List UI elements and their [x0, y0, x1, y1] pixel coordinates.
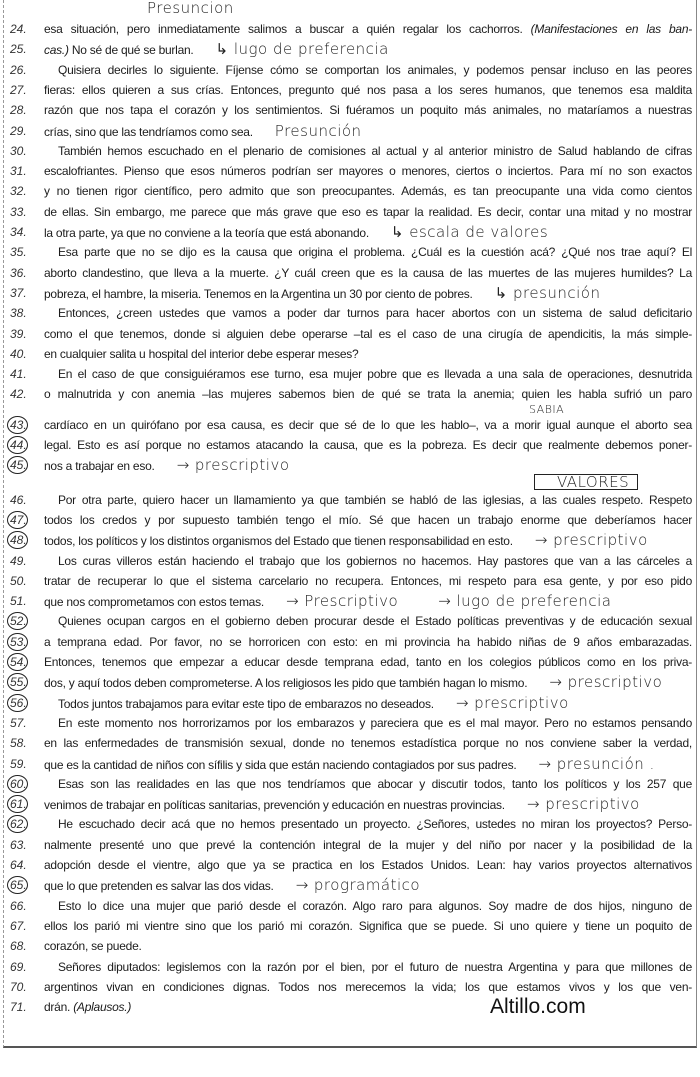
- line-text: [44, 653, 692, 671]
- line-text: [44, 61, 692, 79]
- line-body: Esa parte que no se dijo es la causa que origina el problema. ¿Cuál es la cuestión acá? ¿Qué nos trae aquí? El: [58, 245, 692, 260]
- line-text: [44, 20, 692, 38]
- line-text: [44, 815, 692, 833]
- line-text: [44, 714, 692, 732]
- line-body: razón que nos tapa el corazón y los sentimientos. Si fuéramos un poquito más animales, no mataríamos a nuestras: [44, 103, 692, 118]
- line-body: Señores diputados: legislemos con la razón por el bien, por el futuro de nuestra Argentina y para que millones de: [58, 959, 692, 974]
- line-number: 65.: [10, 876, 40, 894]
- line-text: [44, 365, 692, 383]
- line-text: [44, 836, 692, 854]
- line-body: argentinos vivan en condiciones dignas. Todos nos merecemos la vida; los que estamos vivos y los que ven-: [44, 979, 692, 994]
- line-text: [44, 402, 692, 434]
- line-number: 27.: [10, 82, 27, 97]
- line-text: [44, 612, 692, 630]
- line-text: [44, 345, 692, 363]
- line-text: [44, 472, 692, 509]
- text-line: [10, 511, 694, 529]
- line-body: a temprana edad. Por favor, no se horroricen con esto: en mi provincia ha habido niñas de 9 años embarazadas.: [44, 634, 692, 649]
- line-number: 32.: [10, 184, 27, 199]
- line-number: 30.: [10, 143, 27, 158]
- text-line: [10, 20, 694, 38]
- line-text: [44, 436, 692, 454]
- line-number: 41.: [10, 367, 27, 382]
- line-text: [44, 917, 692, 935]
- line-body: crías, sino que las tendríamos como sea.: [44, 124, 253, 139]
- text-line: [10, 673, 694, 691]
- line-body: ellos los parió mi vientre sino que los parió mi corazón. Significa que se puede. Si uno quiere y tiene un poquito de: [44, 918, 692, 933]
- line-body: nalmente presenté uno que prevé la contención integral de la mujer y del niño por nacer y la posibilidad de la: [44, 837, 692, 852]
- line-body: tratar de recuperar lo que el sistema carcelario no recupera. Entonces, mi respeto para esa gente, y por eso pido: [44, 573, 692, 588]
- line-body: fieras: ellos quieren a sus crías. Entonces, pregunto qué nos pasa a los seres humanos, que tenemos esa maldita: [44, 82, 692, 97]
- line-number: 60.: [10, 775, 40, 793]
- text-line: [10, 876, 694, 894]
- text-line: [10, 815, 694, 833]
- handwritten-annotation: → prescriptivo: [534, 531, 648, 550]
- line-body: que nos comprometamos con estos temas.: [44, 595, 264, 610]
- handwritten-annotation: → prescriptivo: [526, 795, 640, 814]
- line-number: 29.: [10, 123, 27, 138]
- document-page: [3, 0, 697, 1048]
- line-text: [44, 81, 692, 99]
- line-number: 70.: [10, 979, 27, 994]
- line-body: Los curas villeros están haciendo el trabajo que los gobiernos no hacemos. Hay pastores que van a las cárceles a: [58, 553, 692, 568]
- line-text: [44, 978, 692, 996]
- line-body: todos, los políticos y los distintos organismos del Estado que tienen responsabilidad en esto.: [44, 534, 513, 549]
- line-text: [44, 734, 692, 752]
- text-line: [10, 795, 694, 813]
- text-line: [10, 304, 694, 322]
- handwritten-annotation: → prescriptivo: [176, 456, 290, 475]
- line-text: [44, 203, 692, 221]
- line-body: Entonces, ¿creen ustedes que vamos a poder dar turnos para hacer abortos con un sistema de salud deficitario: [58, 306, 692, 321]
- line-number: 33.: [10, 204, 27, 219]
- text-line: [10, 633, 694, 651]
- handwritten-annotation: ↳ escala de valores: [390, 223, 549, 241]
- line-text: [44, 856, 692, 874]
- line-body: Todos juntos trabajamos para evitar este tipo de embarazos no deseados.: [58, 696, 434, 711]
- text-line: [10, 775, 694, 793]
- text-line: [10, 101, 694, 119]
- handwritten-annotation: → prescriptivo: [549, 673, 663, 692]
- text-line: [10, 472, 694, 509]
- line-body: También hemos escuchado en el plenario de comisiones al actual y al anterior ministro de Salud hablando de cifras: [58, 143, 692, 158]
- line-body: drán.: [44, 1000, 74, 1015]
- handwritten-annotation: SABIA: [529, 402, 565, 416]
- text-line: [10, 345, 694, 363]
- line-text: [44, 385, 692, 403]
- italic-stage-direction: (Aplausos.): [73, 1000, 132, 1015]
- line-number: 63.: [10, 837, 27, 852]
- line-text: [44, 223, 692, 242]
- line-text: [44, 511, 692, 529]
- handwritten-annotation: → presunción .: [538, 754, 655, 773]
- line-text: [44, 998, 692, 1016]
- line-number: 55.: [10, 673, 40, 691]
- text-line: [10, 456, 694, 474]
- line-number: 43.: [10, 416, 40, 434]
- line-body: y no tienen rigor científico, pero admito que son preocupantes. Además, es tan preocupante una vida como cientos: [44, 184, 692, 199]
- line-text: [44, 673, 692, 692]
- line-number: 46.: [10, 492, 27, 507]
- text-line: [10, 243, 694, 261]
- line-text: [44, 101, 692, 119]
- line-number: 71.: [10, 1000, 27, 1015]
- line-text: [44, 162, 692, 180]
- line-number: 48.: [10, 531, 40, 549]
- line-text: [44, 182, 692, 200]
- line-text: [44, 633, 692, 651]
- text-line: [10, 572, 694, 590]
- handwritten-annotation: Presunción: [274, 121, 362, 140]
- line-body: cardíaco en un quirófano por esa causa, es decir que sé de lo que les hablo–, va a morir igual aunque el aborto sea: [44, 417, 692, 432]
- italic-stage-direction: (Manifestaciones en las ban-: [530, 22, 693, 36]
- line-text: [44, 937, 692, 955]
- line-number: 38.: [10, 306, 27, 321]
- line-number: 36.: [10, 265, 27, 280]
- line-body: venimos de trabajar en políticas sanitarias, prevención y educación en nuestras provincias.: [44, 798, 505, 813]
- line-body: dos, y aquí todos deben comprometerse. A los religiosos les pido que también hagan lo mismo.: [44, 676, 528, 691]
- text-line: [10, 223, 694, 241]
- line-number: 59.: [10, 756, 27, 771]
- line-number: 62.: [10, 815, 40, 833]
- text-line: [10, 917, 694, 935]
- line-number: 24.: [10, 22, 27, 36]
- line-body: como el que tenemos, donde si alguien debe operarse –tal es el caso de una cirugía de apendicitis, la más simple-: [44, 326, 692, 341]
- line-number: 34.: [10, 225, 27, 239]
- line-number: 52.: [10, 612, 40, 630]
- line-body: Esto lo dice una mujer que parió desde el corazón. Algo raro para algunos. Soy madre de dos hijos, ninguno de: [58, 898, 692, 913]
- line-number: 57.: [10, 715, 27, 730]
- text-line: [10, 40, 694, 58]
- line-text: [44, 775, 692, 793]
- line-number: 42.: [10, 387, 27, 402]
- text-line: [10, 755, 694, 773]
- line-number: 66.: [10, 898, 27, 913]
- text-line: [10, 978, 694, 996]
- line-body: adopción desde el vientre, algo que ya se practica en los Estados Unidos. Lean: hay varios proyectos alternativos: [44, 858, 692, 872]
- line-number: 54.: [10, 653, 40, 671]
- line-text: [44, 876, 692, 895]
- line-text: [44, 243, 692, 261]
- line-body: Quisiera decirles lo siguiente. Fíjense cómo se comportan los animales, y podemos pensar incluso en las peores: [58, 62, 692, 77]
- text-line: [10, 61, 694, 79]
- line-text: [44, 694, 692, 713]
- line-body: En el caso de que consiguiéramos ese turno, esa mujer pobre que es llevada a una sala de operaciones, desnutrida: [58, 367, 692, 382]
- handwritten-annotation: → Prescriptivo: [285, 592, 399, 611]
- line-number: 37.: [10, 285, 27, 300]
- line-body: que es la cantidad de niños con sífilis y sida que están naciendo contagiados por sus padres.: [44, 757, 517, 772]
- line-number: 67.: [10, 918, 27, 933]
- text-line: [10, 402, 694, 434]
- line-text: [44, 755, 692, 774]
- text-line: [10, 325, 694, 343]
- line-text: [44, 958, 692, 976]
- line-number: 47.: [10, 511, 40, 529]
- line-body: pobreza, el hambre, la miseria. Tenemos en la Argentina un 30 por ciento de pobres.: [44, 286, 473, 301]
- text-line: [10, 612, 694, 630]
- line-body: o malnutrida y con anemia –las mujeres sabemos bien de qué se trata la anemia; quien les habla sufrió un paro: [44, 387, 692, 402]
- line-text: [44, 304, 692, 322]
- line-number: 28.: [10, 103, 27, 118]
- line-number: 25.: [10, 42, 27, 57]
- line-body: que lo que pretenden es salvar las dos vidas.: [44, 879, 274, 894]
- text-line: [10, 998, 694, 1016]
- line-body: esa situación, pero inmediatamente salimos a buscar a quién regalar los cachorros.: [44, 22, 523, 36]
- text-line: [10, 203, 694, 221]
- text-line: [10, 182, 694, 200]
- line-text: [44, 122, 692, 141]
- line-body: Esas son las realidades en las que nos tendríamos que abocar y discutir todos, tanto los políticos y los 257 que: [58, 776, 692, 791]
- text-line: [10, 552, 694, 570]
- line-body: En este momento nos horrorizamos por los embarazos y pareciera que es el mal mayor. Pero no estamos pensando: [58, 715, 692, 730]
- text-line: [10, 385, 694, 403]
- line-body: en las enfermedades de transmisión sexual, donde no tenemos estadística porque no nos conviene saber la verdad,: [44, 736, 692, 751]
- line-number: 53.: [10, 633, 40, 651]
- line-text: [44, 40, 692, 59]
- line-body: No sé de qué se burlan.: [68, 43, 194, 58]
- line-number: 61.: [10, 795, 40, 813]
- text-line: [10, 531, 694, 549]
- text-line: [10, 958, 694, 976]
- line-number: 69.: [10, 959, 27, 974]
- line-body: nos a trabajar en eso.: [44, 459, 155, 474]
- line-body: todos los credos y por supuesto también tengo el mío. Sé que hacen un trabajo enorme que deberíamos hacer: [44, 512, 692, 527]
- line-body: en cualquier salita u hospital del interior debe esperar meses?: [44, 346, 359, 361]
- handwritten-annotation: VALORES: [534, 474, 638, 490]
- text-line: [10, 142, 694, 160]
- line-text: [44, 284, 692, 303]
- handwritten-annotation: ↳ lugo de preferencia: [215, 40, 389, 59]
- italic-stage-direction: cas.): [44, 43, 69, 58]
- text-line: [10, 836, 694, 854]
- line-number: 35.: [10, 245, 27, 260]
- text-line: [10, 734, 694, 752]
- line-number: 50.: [10, 573, 27, 588]
- handwritten-annotation: ↳ presunción: [494, 283, 601, 302]
- line-text: [44, 897, 692, 915]
- handwritten-annotation: → programático: [295, 876, 421, 895]
- watermark: Altillo.com: [490, 995, 586, 1019]
- text-line: [10, 81, 694, 99]
- line-body: aborto clandestino, que lleva a la muerte. ¿Y cuál creen que es la causa de las muertes de las mujeres humildes? La: [44, 265, 692, 280]
- line-text: [44, 552, 692, 570]
- text-line: [10, 653, 694, 671]
- handwritten-note-top: Presuncion: [147, 0, 234, 17]
- text-line: [10, 284, 694, 302]
- line-text: [44, 264, 692, 282]
- line-number: 64.: [10, 858, 27, 872]
- line-text: [44, 795, 692, 814]
- line-number: 26.: [10, 62, 27, 77]
- text-line: [10, 714, 694, 732]
- line-body: legal. Esto es así porque no estamos atacando la causa, que es la pobreza. Es decir que realmente debemos poner-: [44, 438, 692, 452]
- line-number: 44.: [10, 436, 40, 454]
- line-text: [44, 572, 692, 590]
- text-line: [10, 937, 694, 955]
- line-body: corazón, se puede.: [44, 939, 142, 954]
- text-line: [10, 365, 694, 383]
- line-number: 58.: [10, 736, 27, 751]
- handwritten-annotation: → lugo de preferencia: [438, 592, 612, 611]
- line-body: escalofriantes. Pienso que esos números podrían ser mayores o menores, ciertos o inciertos. Para mí no son exactos: [44, 164, 692, 179]
- line-body: He escuchado decir acá que no hemos presentado un proyecto. ¿Señores, ustedes no miran los proyectos? Perso-: [58, 817, 692, 832]
- line-number: 51.: [10, 594, 27, 609]
- line-body: la otra parte, ya que no conviene a la teoría que está abonando.: [44, 226, 369, 240]
- line-number: 68.: [10, 939, 27, 954]
- text-line: [10, 897, 694, 915]
- text-line: [10, 264, 694, 282]
- text-line: [10, 436, 694, 454]
- line-number: 39.: [10, 326, 27, 341]
- line-text: [44, 325, 692, 343]
- line-body: Entonces, tenemos que empezar a educar desde temprana edad, tanto en los colegios públicos como en los priva-: [44, 655, 692, 669]
- line-body: Por otra parte, quiero hacer un llamamiento ya que también se habló de las iglesias, a las cuales respeto. Respeto: [58, 492, 692, 507]
- line-number: 40.: [10, 346, 27, 361]
- line-text: [44, 592, 692, 611]
- line-number: 56.: [10, 694, 40, 712]
- line-number: 45.: [10, 456, 40, 474]
- text-line: [10, 122, 694, 140]
- line-body: de ellas. Sin embargo, me parece que más grave que eso es tapar la realidad. Es decir, contar una mitad y no mostrar: [44, 204, 692, 219]
- line-number: 31.: [10, 164, 27, 179]
- line-number: 49.: [10, 553, 27, 568]
- text-line: [10, 694, 694, 712]
- text-line: [10, 592, 694, 610]
- line-text: [44, 531, 692, 550]
- line-text: [44, 142, 692, 160]
- handwritten-annotation: → prescriptivo: [455, 693, 569, 712]
- text-line: [10, 856, 694, 874]
- line-body: Quienes ocupan cargos en el gobierno deben procurar desde el Estado políticas preventivas y de educación sexual: [58, 614, 692, 629]
- text-line: [10, 162, 694, 180]
